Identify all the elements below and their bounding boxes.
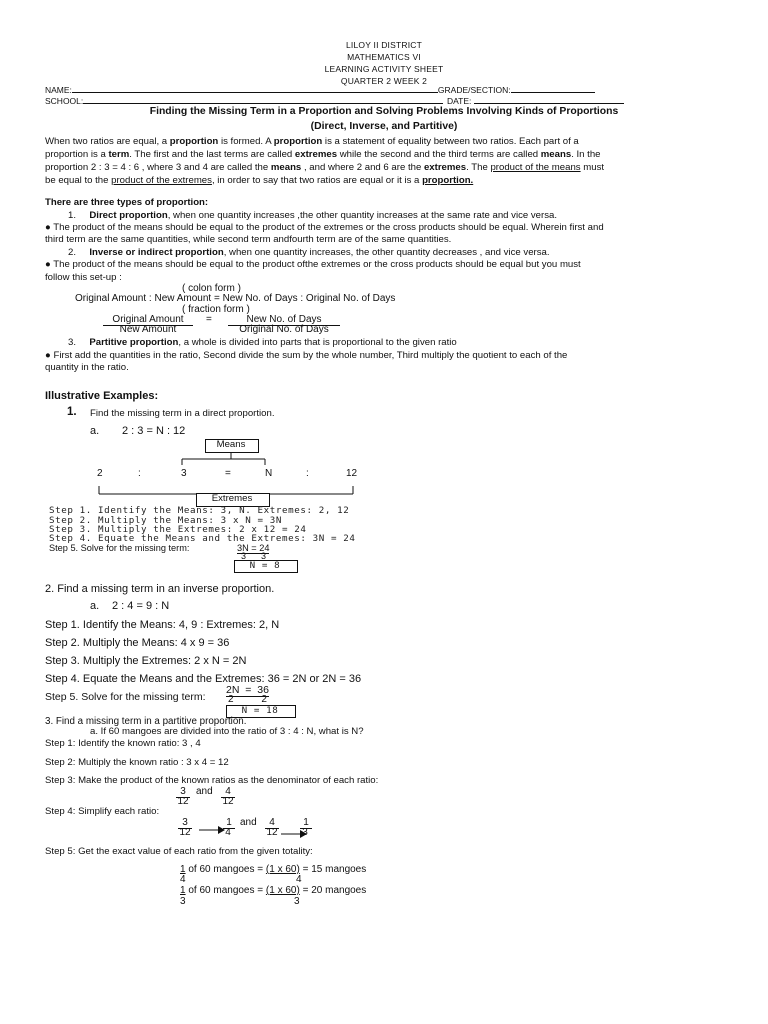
example-3-title: 3. Find a missing term in a partitive proportion.	[45, 716, 247, 727]
type-3: 3. Partitive proportion, a whole is divided into parts that is proportional to the given ratio	[68, 337, 457, 348]
step-4-fraction-4-num: 1	[300, 817, 312, 829]
intro-line-3: proportion 2 : 3 = 4 : 6 , where 3 and 4 are called the means , and where 2 and 6 are the extremes. The product of the means must	[45, 162, 605, 173]
step-3-fraction-1-den: 12	[177, 796, 189, 807]
example-2-step-2: Step 2. Multiply the Means: 4 x 9 = 36	[45, 637, 230, 649]
term-4: 12	[346, 468, 358, 479]
result-row-1: 1 of 60 mangoes = (1 x 60) = 15 mangoes	[180, 864, 367, 875]
example-3-step-4: Step 4: Simplify each ratio:	[45, 806, 160, 817]
example-2-step-1: Step 1. Identify the Means: 4, 9 : Extremes: 2, N	[45, 619, 280, 631]
name-field	[45, 84, 595, 95]
result-row-2-den-1: 3	[180, 896, 186, 907]
example-1-step-5-denominator: 3 3	[241, 551, 267, 561]
type-1-bullet-2: third term are the same quantities, while second term andfourth term are of the same quantities.	[45, 234, 452, 245]
date-field	[447, 95, 624, 106]
result-row-1-den-1: 4	[180, 874, 186, 885]
subject-heading: MATHEMATICS VI	[347, 52, 421, 62]
type-3-bullet-1: ● First add the quantities in the ratio, Second divide the sum by the whole number, Third multiply the quotient to each of the	[45, 350, 568, 361]
colon-form-equation: Original Amount : New Amount = New No. of Days : Original No. of Days	[75, 293, 396, 304]
step-4-fraction-3-num: 4	[265, 817, 279, 829]
term-1: 2	[97, 468, 103, 479]
school-label: SCHOOL:	[45, 96, 84, 106]
type-1-bullet-1: ● The product of the means should be equal to the product of the extremes or the cross products should be equal. Wherein first and	[45, 222, 604, 233]
fraction-left-numerator: Original Amount	[103, 314, 193, 326]
grade-line	[511, 84, 595, 93]
example-1-answer: N = 8	[249, 560, 281, 571]
means-bracket	[170, 450, 280, 468]
sheet-heading: LEARNING ACTIVITY SHEET	[324, 64, 444, 74]
step-4-fraction-4-den: 3	[302, 827, 308, 838]
example-2-step-5-numerator: 2N = 36	[226, 684, 269, 696]
type-1: 1. Direct proportion, when one quantity increases ,the other quantity increases at the same rate and vice versa.	[68, 210, 558, 221]
example-2-equation: 2 : 4 = 9 : N	[112, 600, 170, 612]
colon-2: :	[306, 468, 309, 479]
type-3-bullet-2: quantity in the ratio.	[45, 362, 129, 373]
step-4-fraction-2-num: 1	[223, 817, 235, 829]
example-3-step-2: Step 2: Multiply the known ratio : 3 x 4 = 12	[45, 757, 229, 768]
example-3-a: a. If 60 mangoes are divided into the ratio of 3 : 4 : N, what is N?	[90, 726, 364, 737]
extremes-label: Extremes	[211, 493, 253, 504]
example-2-step-5-denominator: 2 2	[228, 694, 267, 705]
step-4-fraction-1-num: 3	[178, 817, 192, 829]
example-1-step-5: Step 5. Solve for the missing term:	[49, 543, 190, 553]
colon-1: :	[138, 468, 141, 479]
title-line-2: (Direct, Inverse, and Partitive)	[310, 121, 458, 132]
term-2: 3	[181, 468, 187, 479]
step-4-fraction-1-den: 12	[179, 827, 191, 838]
step-4-fraction-3-den: 12	[266, 827, 278, 838]
types-heading: There are three types of proportion:	[45, 197, 209, 208]
result-row-1-den-2: 4	[296, 874, 302, 885]
example-2-step-3: Step 3. Multiply the Extremes: 2 x N = 2N	[45, 655, 247, 667]
equals-sign: =	[225, 468, 231, 479]
example-3-step-3: Step 3: Make the product of the known ratios as the denominator of each ratio:	[45, 775, 379, 786]
example-2-title: 2. Find a missing term in an inverse proportion.	[45, 583, 275, 595]
step-3-fraction-2-den: 12	[222, 796, 234, 807]
result-row-2-den-2: 3	[294, 896, 300, 907]
example-1-equation: 2 : 3 = N : 12	[122, 425, 186, 437]
step-3-fraction-1-num: 3	[176, 786, 190, 798]
example-2-answer: N = 18	[241, 705, 279, 716]
example-1-step-1: Step 1. Identify the Means: 3, N. Extremes: 2, 12	[49, 505, 350, 516]
step-4-fraction-2-den: 4	[225, 827, 231, 838]
intro-line-1: When two ratios are equal, a proportion is formed. A proportion is a statement of equality between two ratios. Each part of a	[45, 136, 579, 147]
school-line	[83, 95, 443, 104]
example-2-a: a.	[90, 600, 100, 612]
type-2: 2. Inverse or indirect proportion, when one quantity increases, the other quantity decreases , and vice versa.	[68, 247, 550, 258]
example-1-step-3: Step 3. Multiply the Extremes: 2 x 12 = 24	[49, 524, 307, 535]
district-heading: LILOY II DISTRICT	[346, 40, 422, 50]
fraction-right-numerator: New No. of Days	[228, 314, 340, 326]
fraction-left-denominator: New Amount	[119, 324, 177, 335]
intro-line-2: proportion is a term. The first and the last terms are called extremes while the second and the third terms are called means. In the	[45, 149, 601, 160]
name-line	[72, 84, 438, 93]
step-4-and: and	[240, 817, 257, 828]
date-line	[474, 95, 624, 104]
fraction-equals: =	[206, 314, 212, 325]
name-label: NAME:	[45, 85, 72, 95]
title-line-1: Finding the Missing Term in a Proportion and Solving Problems Involving Kinds of Proportions	[149, 106, 619, 117]
example-2-step-4: Step 4. Equate the Means and the Extremes: 36 = 2N or 2N = 36	[45, 673, 362, 685]
intro-line-4: be equal to the product of the extremes, in order to say that two ratios are equal or it is a proportion.	[45, 175, 474, 186]
fraction-form-label: ( fraction form )	[182, 304, 250, 315]
example-3-step-1: Step 1: Identify the known ratio: 3 , 4	[45, 738, 201, 749]
fraction-right-denominator: Original No. of Days	[239, 324, 329, 335]
example-1-number: 1.	[67, 406, 77, 418]
grade-label: GRADE/SECTION:	[437, 85, 511, 95]
example-1-step-5-numerator: 3N = 24	[237, 543, 270, 553]
type-2-bullet-1: ● The product of the means should be equal to the product ofthe extremes or the cross products should be equal but you must	[45, 259, 581, 270]
example-1-a: a.	[90, 425, 100, 437]
result-row-2: 1 of 60 mangoes = (1 x 60) = 20 mangoes	[180, 885, 367, 896]
example-2-step-5: Step 5. Solve for the missing term:	[45, 691, 206, 703]
colon-form-label: ( colon form )	[182, 283, 241, 294]
examples-heading: Illustrative Examples:	[45, 390, 159, 402]
school-field	[45, 95, 443, 106]
quarter-heading: QUARTER 2 WEEK 2	[340, 76, 428, 86]
step-3-and: and	[196, 786, 213, 797]
example-1-text: Find the missing term in a direct proportion.	[90, 408, 275, 419]
example-1-step-4: Step 4. Equate the Means and the Extremes: 3N = 24	[49, 533, 356, 544]
means-label: Means	[216, 439, 246, 450]
date-label: DATE:	[447, 96, 472, 106]
example-3-step-5: Step 5: Get the exact value of each ratio from the given totality:	[45, 846, 313, 857]
type-2-bullet-2: follow this set-up :	[45, 272, 122, 283]
term-3: N	[265, 468, 273, 479]
step-3-fraction-2-num: 4	[221, 786, 235, 798]
example-1-step-2: Step 2. Multiply the Means: 3 x N = 3N	[49, 515, 282, 526]
